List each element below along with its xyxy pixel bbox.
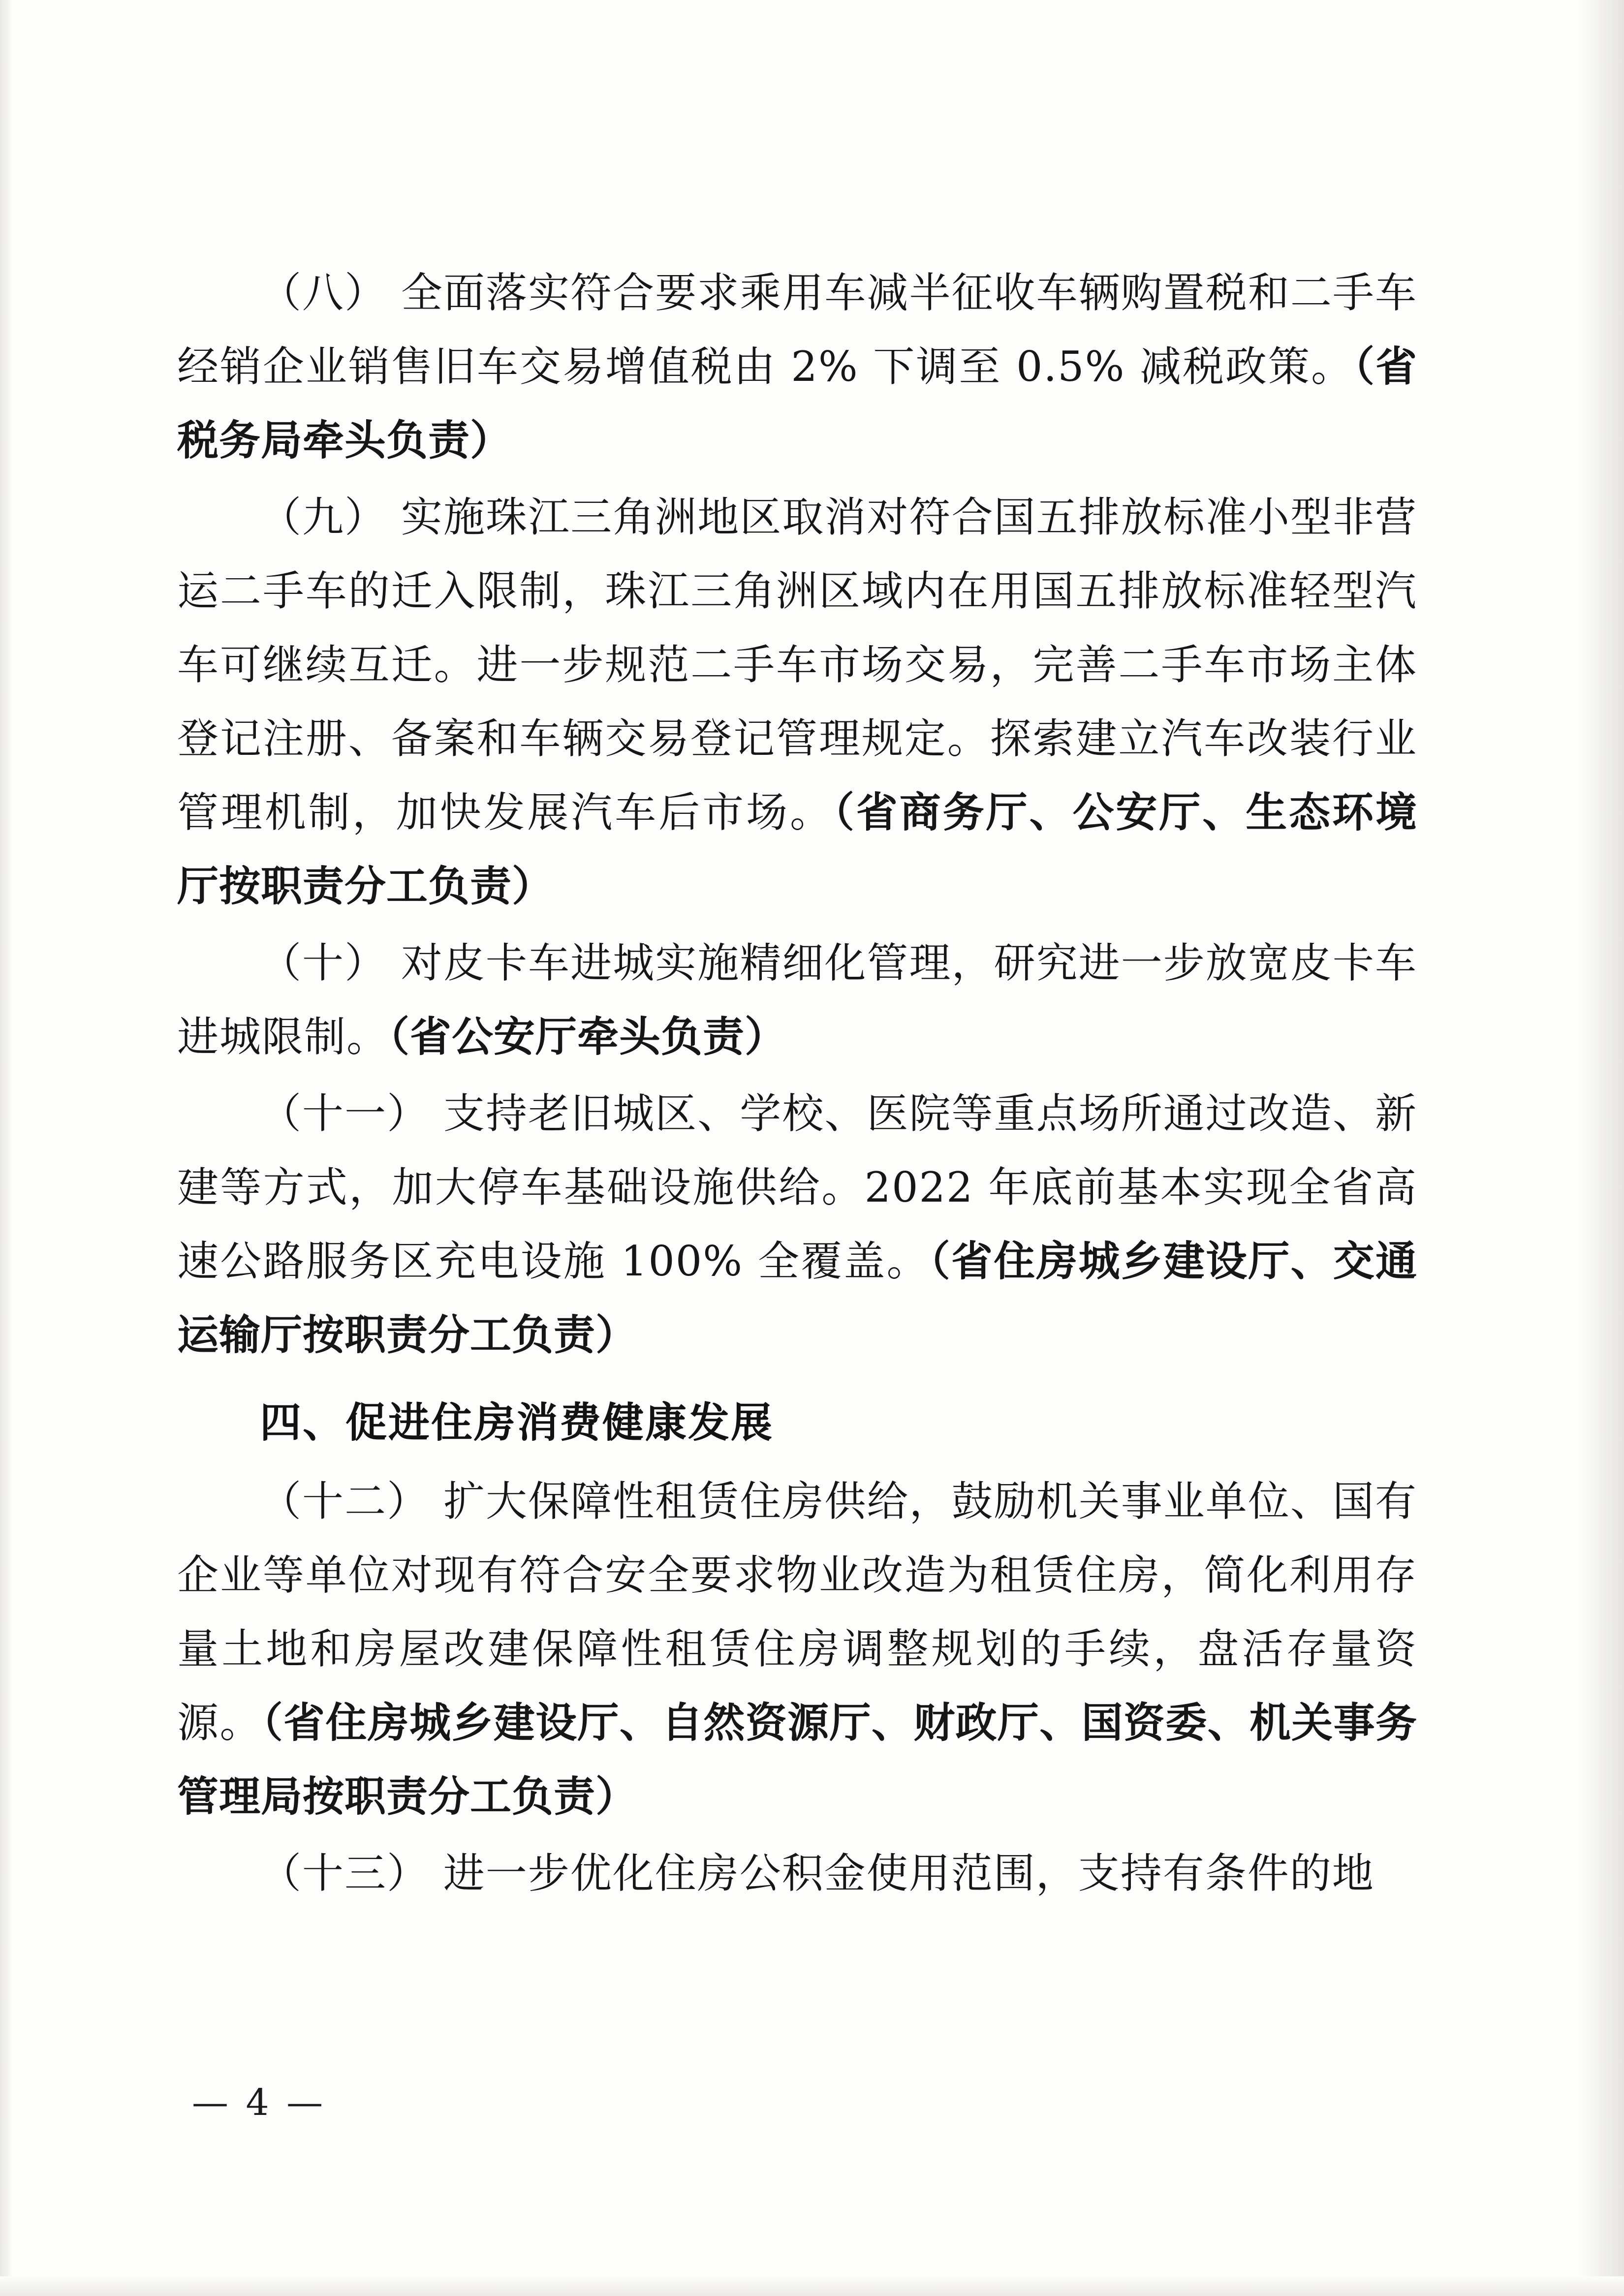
page-edge-left xyxy=(0,0,13,2296)
responsible-agency: （省税务局牵头负责） xyxy=(177,342,1417,465)
body-text-column xyxy=(177,256,1417,1913)
responsible-agency: （省住房城乡建设厅、自然资源厅、财政厅、国资委、机关事务管理局按职责分工负责） xyxy=(177,1699,1417,1821)
paragraph-text: （九） 实施珠江三角洲地区取消对符合国五排放标准小型非营运二手车的迁入限制，珠江三角洲区域内在用国五排放标准轻型汽车可继续互迁。进一步规范二手车市场交易，完善二手车市场主体登记注册、备案和车辆交易登记管理规定。探索建立汽车改装行业管理机制，加快发展汽车后市场。 xyxy=(177,493,1417,837)
page-edge-bottom xyxy=(0,2276,1624,2296)
page-number: — 4 — xyxy=(192,2081,326,2124)
paragraph-text: （十） 对皮卡车进城实施精细化管理，研究进一步放宽皮卡车进城限制。 xyxy=(177,939,1417,1061)
paragraph-item-10 xyxy=(177,926,1417,1074)
paragraph-item-12 xyxy=(177,1464,1417,1833)
paragraph-item-13 xyxy=(177,1836,1417,1910)
paragraph-item-9 xyxy=(177,480,1417,923)
paragraph-text: （十二） 扩大保障性租赁住房供给，鼓励机关事业单位、国有企业等单位对现有符合安全要求物业改造为租赁住房，简化利用存量土地和房屋改建保障性租赁住房调整规划的手续，盘活存量资源。 xyxy=(177,1477,1417,1747)
paragraph-item-11 xyxy=(177,1077,1417,1372)
paragraph-item-8 xyxy=(177,256,1417,477)
responsible-agency: （省公安厅牵头负责） xyxy=(389,1013,787,1061)
page-edge-right xyxy=(1580,0,1624,2296)
responsible-agency: （省住房城乡建设厅、交通运输厅按职责分工负责） xyxy=(177,1237,1417,1359)
section-heading-4: 四、促进住房消费健康发展 xyxy=(260,1398,774,1447)
responsible-agency: （省商务厅、公安厅、生态环境厅按职责分工负责） xyxy=(177,788,1417,910)
paragraph-text: （十三） 进一步优化住房公积金使用范围，支持有条件的地 xyxy=(260,1849,1374,1897)
paragraph-text: （八） 全面落实符合要求乘用车减半征收车辆购置税和二手车经销企业销售旧车交易增值税由 2% 下调至 0.5% 减税政策。 xyxy=(177,269,1417,391)
paragraph-text: （十一） 支持老旧城区、学校、医院等重点场所通过改造、新建等方式，加大停车基础设施供给。2022 年底前基本实现全省高速公路服务区充电设施 100% 全覆盖。 xyxy=(177,1089,1417,1285)
